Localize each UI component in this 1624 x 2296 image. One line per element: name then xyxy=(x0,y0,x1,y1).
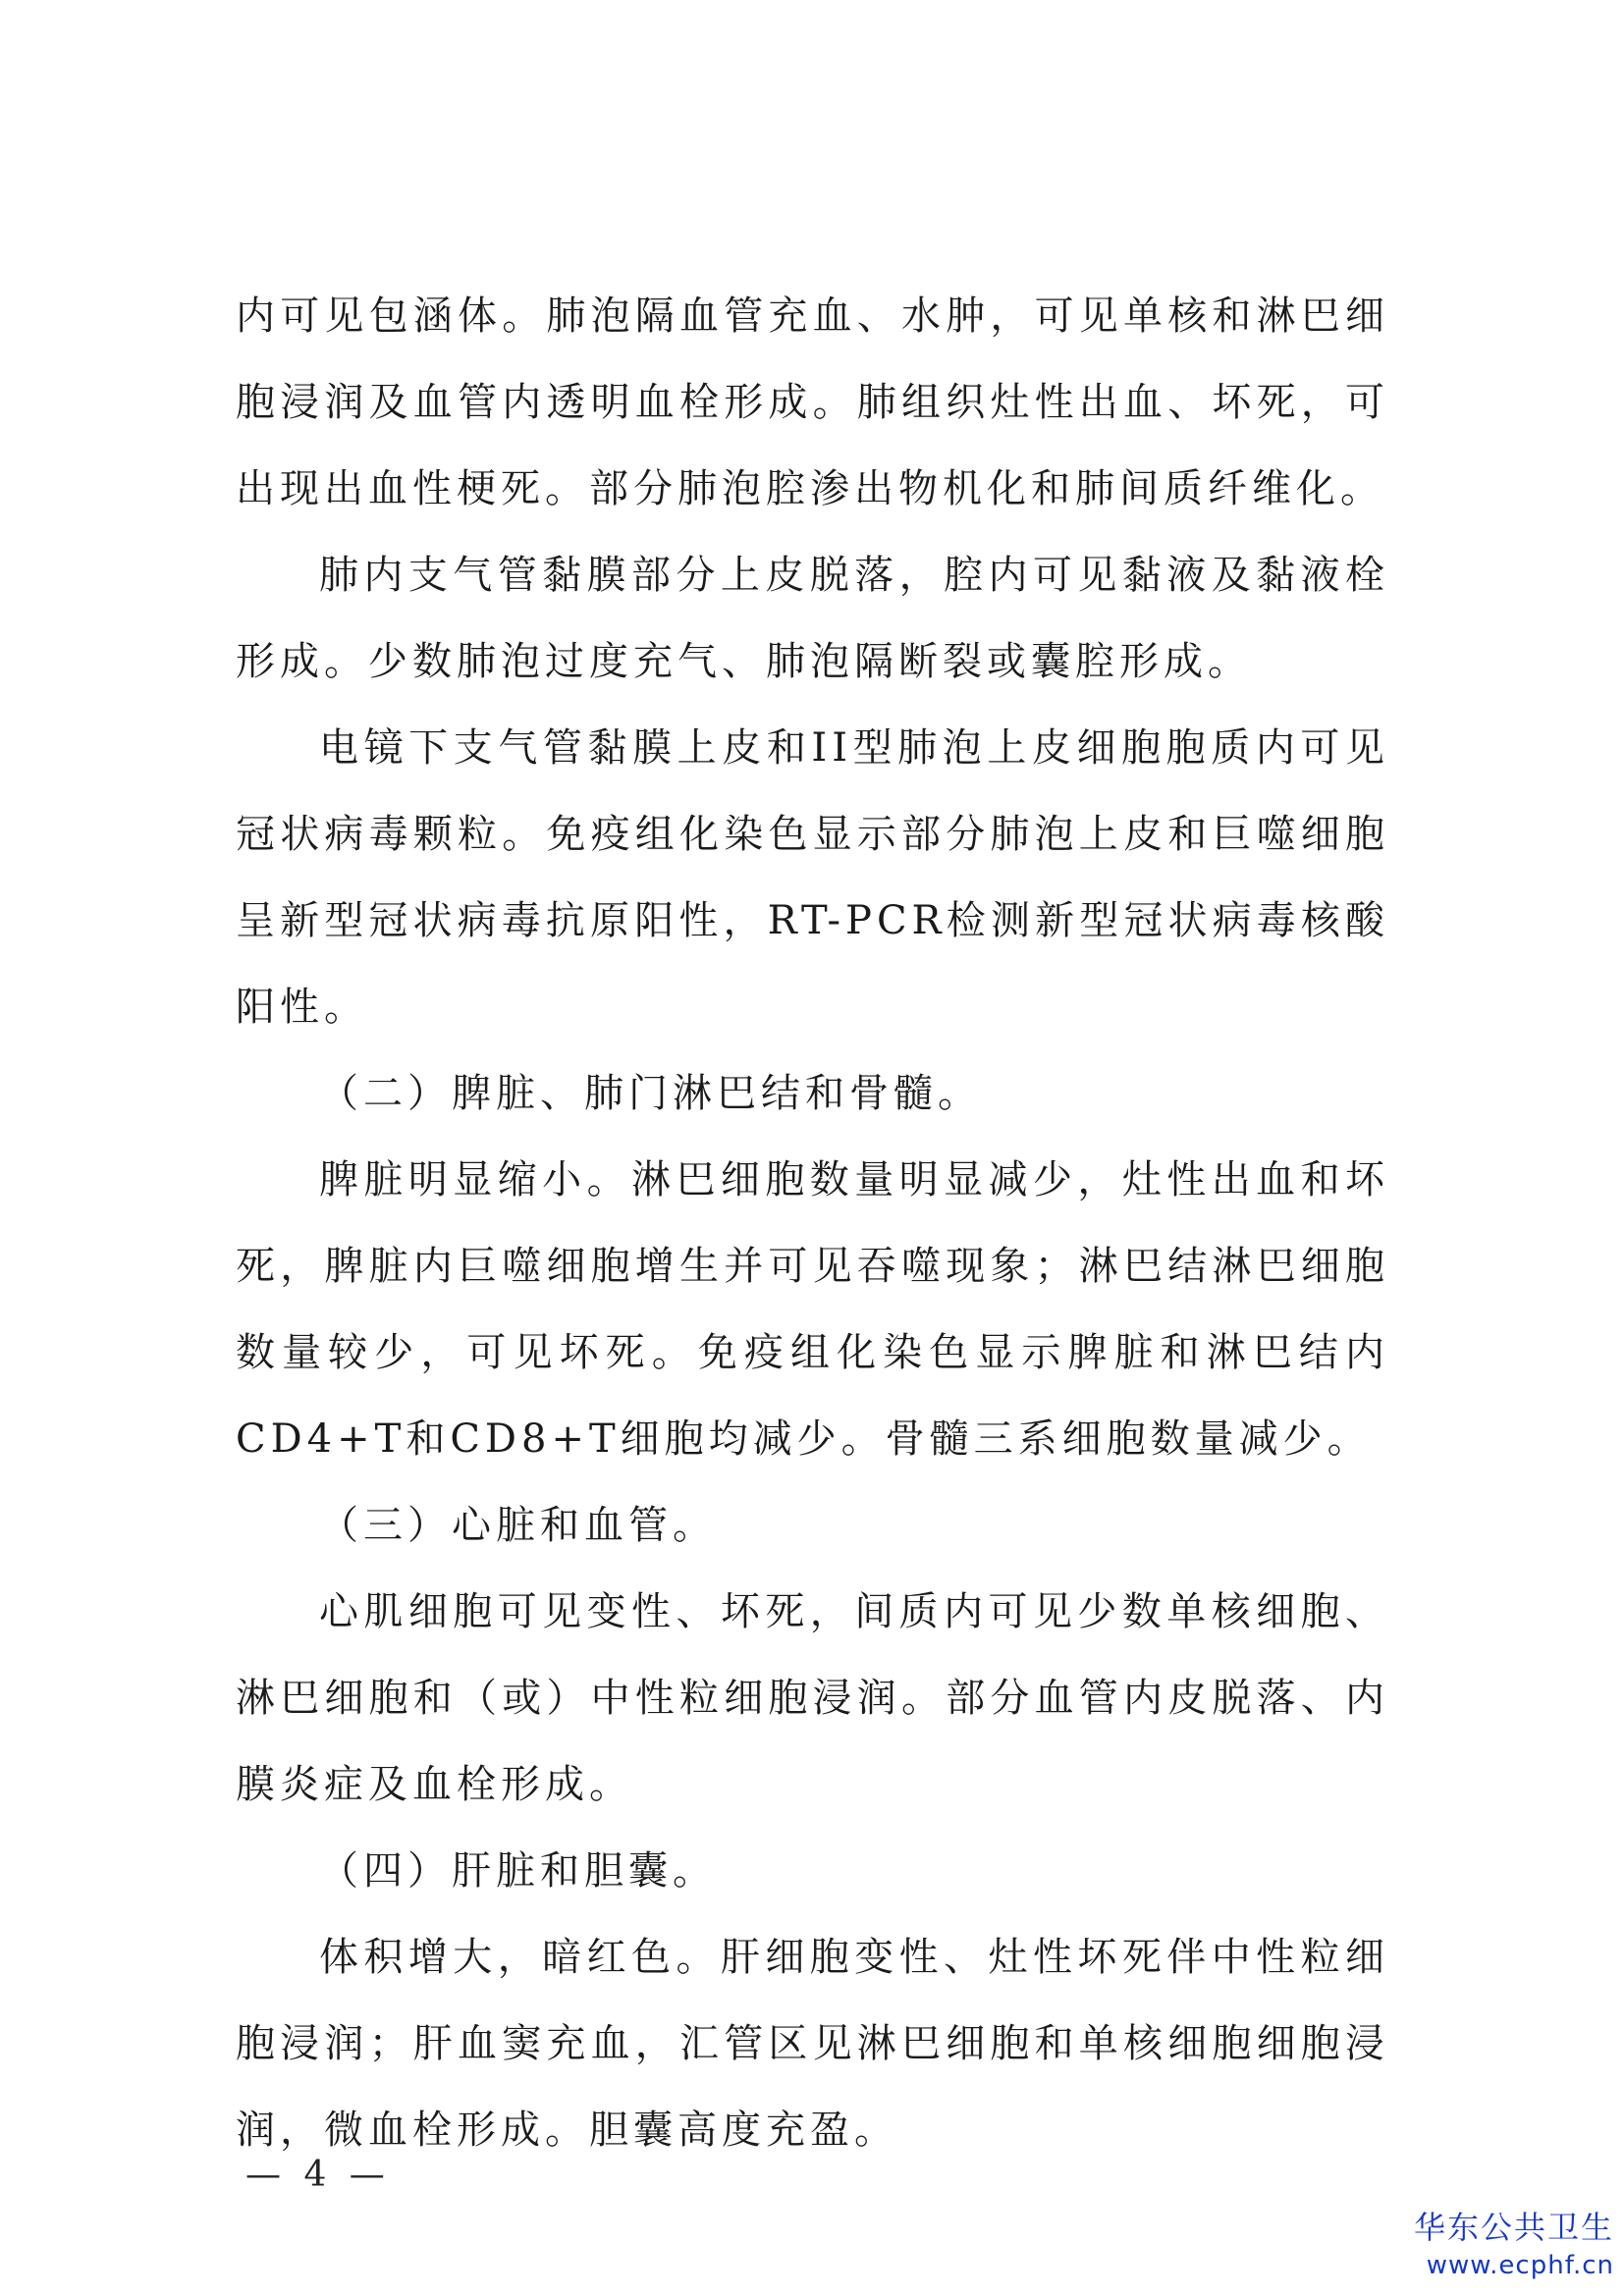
section-heading-spleen: （二）脾脏、肺门淋巴结和骨髓。 xyxy=(319,1071,982,1116)
body-text xyxy=(236,273,1389,2173)
paragraph-spleen: 脾脏明显缩小。淋巴细胞数量明显减少，灶性出血和坏死，脾脏内巨噬细胞增生并可见吞噬现象；淋巴结淋巴细胞数量较少，可见坏死。免疫组化染色显示脾脏和淋巴结内CD4+T和CD8+T细胞均减少。骨髓三系细胞数量减少。 xyxy=(236,1157,1389,1462)
paragraph-lung-continued: 内可见包涵体。肺泡隔血管充血、水肿，可见单核和淋巴细胞浸润及血管内透明血栓形成。肺组织灶性出血、坏死，可出现出血性梗死。部分肺泡腔渗出物机化和肺间质纤维化。 xyxy=(236,294,1389,511)
section-heading-heart: （三）心脏和血管。 xyxy=(319,1503,717,1548)
section-heading-liver: （四）肝脏和胆囊。 xyxy=(319,1848,717,1894)
paragraph-liver: 体积增大，暗红色。肝细胞变性、灶性坏死伴中性粒细胞浸润；肝血窦充血，汇管区见淋巴细胞和单核细胞细胞浸润，微血栓形成。胆囊高度充盈。 xyxy=(236,1935,1389,2153)
watermark-url: www.ecphf.cn xyxy=(1426,2251,1614,2280)
paragraph-heart: 心肌细胞可见变性、坏死，间质内可见少数单核细胞、淋巴细胞和（或）中性粒细胞浸润。部分血管内皮脱落、内膜炎症及血栓形成。 xyxy=(236,1589,1389,1807)
page-number: — 4 — xyxy=(245,2155,391,2195)
watermark xyxy=(1414,2206,1614,2282)
paragraph-electron-microscopy: 电镜下支气管黏膜上皮和II型肺泡上皮细胞胞质内可见冠状病毒颗粒。免疫组化染色显示部分肺泡上皮和巨噬细胞呈新型冠状病毒抗原阳性，RT-PCR检测新型冠状病毒核酸阳性。 xyxy=(236,725,1389,1030)
paragraph-bronchus: 肺内支气管黏膜部分上皮脱落，腔内可见黏液及黏液栓形成。少数肺泡过度充气、肺泡隔断裂或囊腔形成。 xyxy=(236,553,1389,684)
watermark-title: 华东公共卫生 xyxy=(1413,2209,1614,2246)
